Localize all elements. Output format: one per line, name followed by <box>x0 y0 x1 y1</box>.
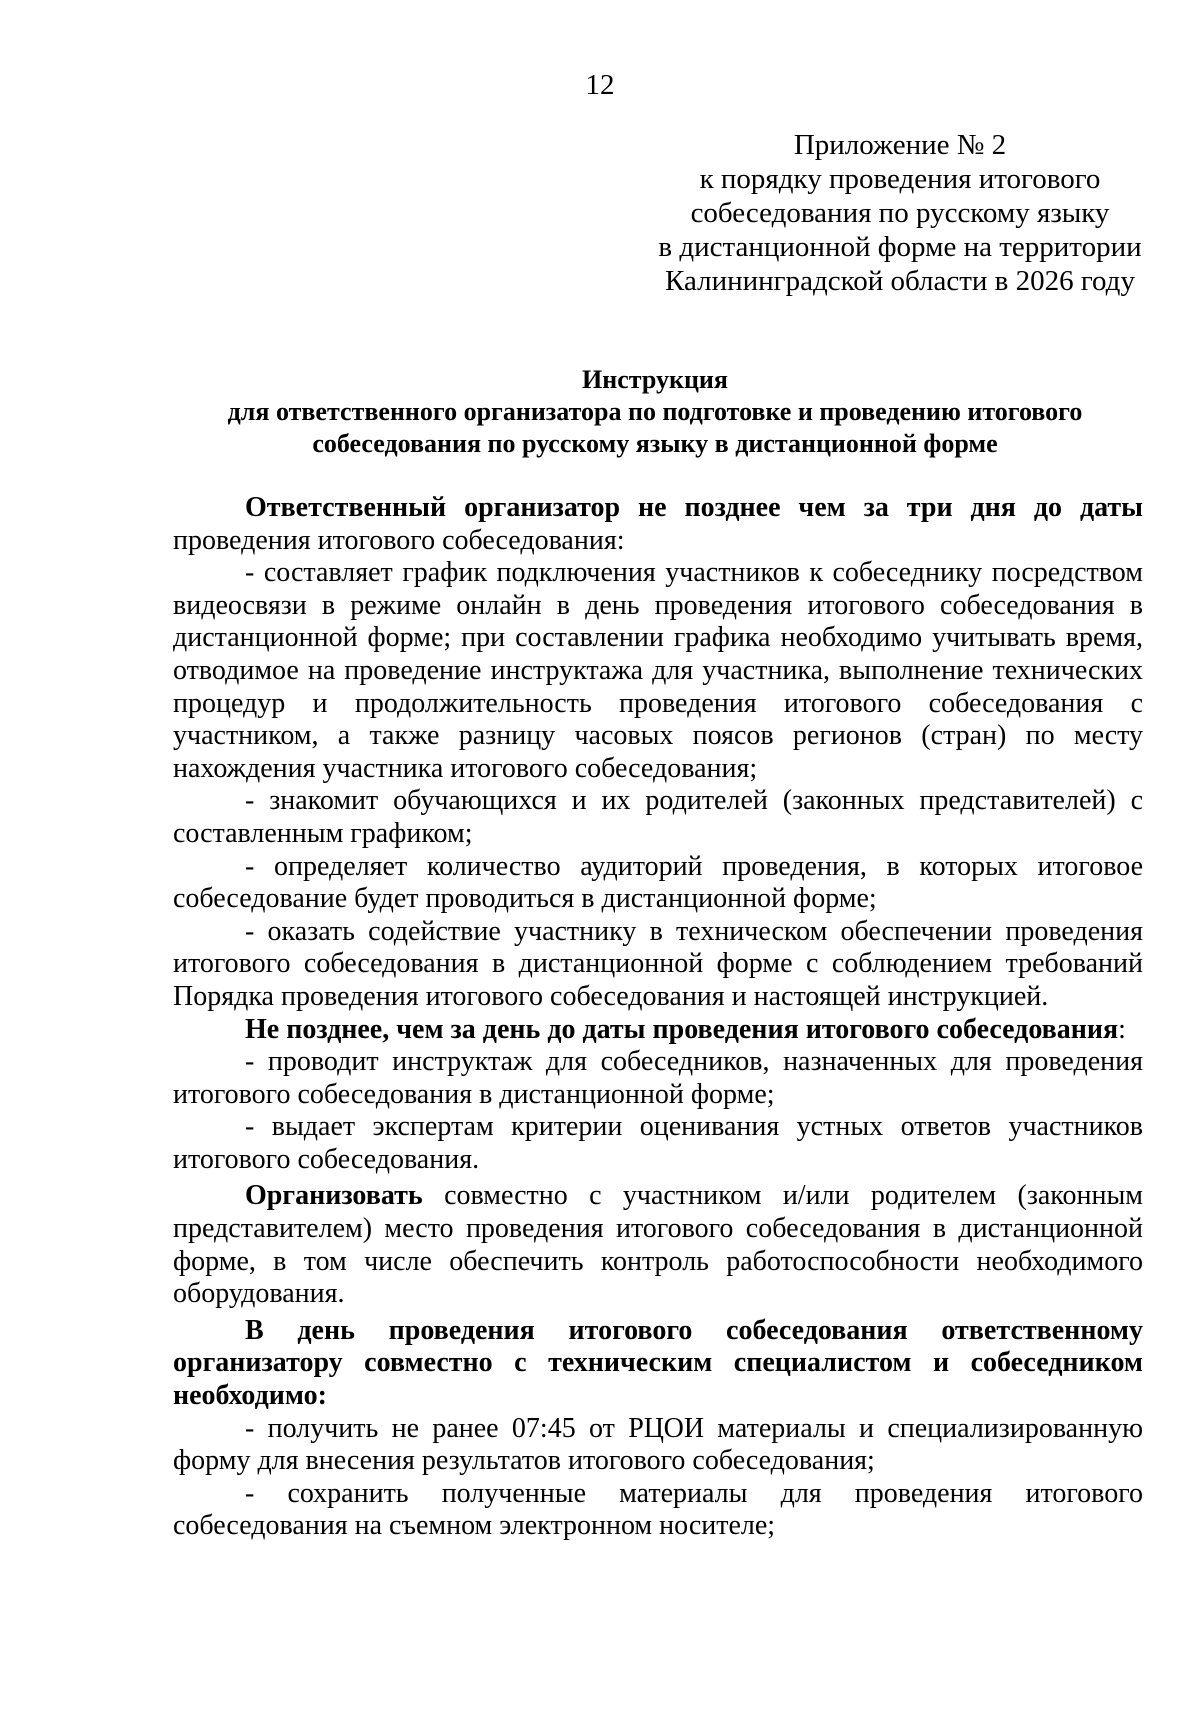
appendix-line: собеседования по русскому языку <box>690 197 1110 229</box>
paragraph-bold-text: В день проведения итогового собеседования ответственному организатору совместно с техническим специалистом и собеседником необходимо: <box>173 1314 1143 1412</box>
appendix-line: Приложение № 2 <box>793 129 1007 161</box>
paragraph: - оказать содействие участнику в техническом обеспечении проведения итогового собеседования в дистанционной форме с соблюдением требований Порядка проведения итогового собеседования и настоящей инструкцией. <box>173 915 1143 1012</box>
page-number: 12 <box>585 69 615 101</box>
paragraph: - сохранить полученные материалы для проведения итогового собеседования на съемном электронном носителе; <box>173 1477 1143 1542</box>
paragraph: - выдает экспертам критерии оценивания устных ответов участников итогового собеседования. <box>173 1111 1143 1175</box>
paragraph: - знакомит обучающихся и их родителей (законных представителей) с составленным графиком; <box>173 785 1143 849</box>
paragraph-bold-lead: Не позднее, чем за день до даты проведения итогового собеседования <box>245 1013 1119 1045</box>
title-line: собеседования по русскому языку в дистанционной форме <box>312 429 998 458</box>
appendix-line: в дистанционной форме на территории <box>658 231 1142 263</box>
title-line: Инструкция <box>582 365 728 394</box>
paragraph <box>173 492 1143 557</box>
paragraph-text: : <box>1118 1013 1126 1045</box>
appendix-line: Калининградской области в 2026 году <box>665 265 1135 297</box>
paragraph <box>173 1315 1143 1413</box>
paragraph-bold-lead: Организовать <box>245 1180 423 1212</box>
paragraph: - определяет количество аудиторий проведения, в которых итоговое собеседование будет проводиться в дистанционной форме; <box>173 850 1143 915</box>
document-title <box>170 364 1140 460</box>
paragraph: - проводит инструктаж для собеседников, назначенных для проведения итогового собеседования в дистанционной форме; <box>173 1046 1143 1110</box>
paragraph-bold-lead: Ответственный организатор не позднее чем за три дня до даты <box>245 492 1143 523</box>
paragraph-text: проведения итогового собеседования: <box>173 524 625 556</box>
title-line: для ответственного организатора по подготовке и проведению итогового <box>227 397 1083 426</box>
paragraph: - получить не ранее 07:45 от РЦОИ материалы и специализированную форму для внесения результатов итогового собеседования; <box>173 1412 1143 1477</box>
appendix-header <box>640 128 1160 298</box>
paragraph <box>173 1014 1143 1047</box>
paragraph: - составляет график подключения участников к собеседнику посредством видеосвязи в режиме онлайн в день проведения итогового собеседования в дистанционной форме; при составлении графика необходимо учитывать время, отводимое на проведение инструктажа для участника, выполнение технических процедур и продолжительность проведения итогового собеседования с участником, а также разницу часовых поясов регионов (стран) по месту нахождения участника итогового собеседования; <box>173 557 1143 784</box>
paragraph <box>173 1180 1143 1310</box>
paragraph-text: совместно с участником и/или родителем (законным представителем) место проведения итогового собеседования в дистанционной форме, в том числе обеспечить контроль работоспособности необходимого оборудования. <box>173 1180 1143 1310</box>
document-body <box>173 492 1143 1543</box>
appendix-line: к порядку проведения итогового <box>699 163 1101 195</box>
